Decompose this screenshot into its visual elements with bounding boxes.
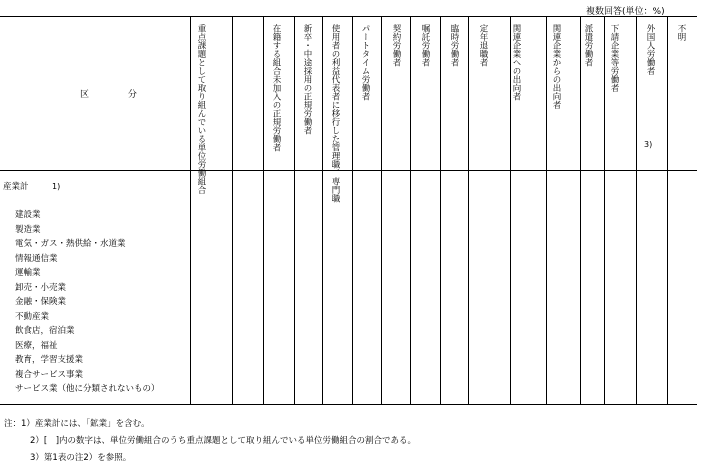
table-top-rule bbox=[0, 16, 697, 17]
column-header: 関連企業への出向者 bbox=[511, 24, 521, 101]
row-label: 電気・ガス・熱供給・水道業 bbox=[15, 239, 126, 249]
column-divider bbox=[440, 16, 441, 404]
column-header: 重点課題として取り組んでいる単位労働組合 bbox=[196, 24, 206, 194]
row-label: 不動産業 bbox=[15, 311, 50, 322]
column-header: 新卒・中途採用の正規労働者 bbox=[302, 24, 312, 135]
row-label: 運輸業 bbox=[15, 268, 41, 278]
column-divider bbox=[468, 16, 469, 404]
row-label: 産業計 bbox=[3, 182, 29, 192]
column-header: 定年退職者 bbox=[478, 24, 488, 67]
column-divider bbox=[263, 16, 264, 404]
column-divider bbox=[667, 16, 668, 404]
row-label: 金融・保険業 bbox=[15, 297, 67, 307]
row-label: 教育，学習支援業 bbox=[15, 355, 84, 365]
column-header: 不明 bbox=[676, 24, 686, 41]
column-divider bbox=[546, 16, 547, 404]
unit-label: 複数回答(単位：%) bbox=[586, 7, 665, 17]
row-header-label: 区 分 bbox=[80, 90, 155, 100]
column-divider bbox=[636, 16, 637, 404]
footnote: 2）[ ]内の数字は、単位労働組合のうち重点課題として取り組んでいる単位労働組合の割合である。 bbox=[30, 436, 417, 446]
column-divider bbox=[580, 16, 581, 404]
column-header: 外国人労働者 bbox=[645, 24, 655, 75]
row-label: 卸売・小売業 bbox=[15, 282, 67, 293]
column-divider bbox=[604, 16, 605, 404]
column-header: 使用者の利益代表者に移行した管理職、専門職 bbox=[330, 24, 340, 203]
column-divider bbox=[232, 16, 233, 404]
column-header: 下請企業等労働者 bbox=[609, 24, 619, 92]
column-header: 派遣労働者 bbox=[583, 24, 593, 67]
column-divider bbox=[352, 16, 353, 404]
row-label: 医療，福祉 bbox=[15, 340, 58, 351]
row-note-marker: 1) bbox=[52, 182, 61, 191]
column-header: 関連企業からの出向者 bbox=[551, 24, 561, 109]
row-label: サービス業（他に分類されないもの） bbox=[15, 384, 160, 394]
row-label: 複合サービス事業 bbox=[15, 369, 84, 380]
column-header: 契約労働者 bbox=[391, 24, 401, 67]
column-header: 嘱託労働者 bbox=[420, 24, 430, 67]
column-header: パートタイム労働者 bbox=[360, 24, 370, 101]
column-divider bbox=[322, 16, 323, 404]
row-label: 情報通信業 bbox=[15, 253, 58, 264]
header-bottom-rule bbox=[0, 170, 697, 171]
column-divider bbox=[190, 16, 191, 404]
column-header: 臨時労働者 bbox=[449, 24, 459, 67]
row-label: 飲食店，宿泊業 bbox=[15, 326, 75, 336]
column-divider bbox=[410, 16, 411, 404]
column-note-marker: 3) bbox=[644, 140, 653, 149]
footnote: 3）第1表の注2）を参照。 bbox=[30, 453, 132, 463]
column-divider bbox=[294, 16, 295, 404]
column-divider bbox=[381, 16, 382, 404]
column-header: 在籍する組合未加入の正規労働者 bbox=[271, 24, 281, 152]
table-bottom-rule bbox=[0, 404, 697, 405]
row-label: 建設業 bbox=[15, 210, 41, 220]
footnote: 注：1）産業計には、「鉱業」を含む。 bbox=[4, 419, 150, 429]
row-label: 製造業 bbox=[15, 224, 41, 235]
